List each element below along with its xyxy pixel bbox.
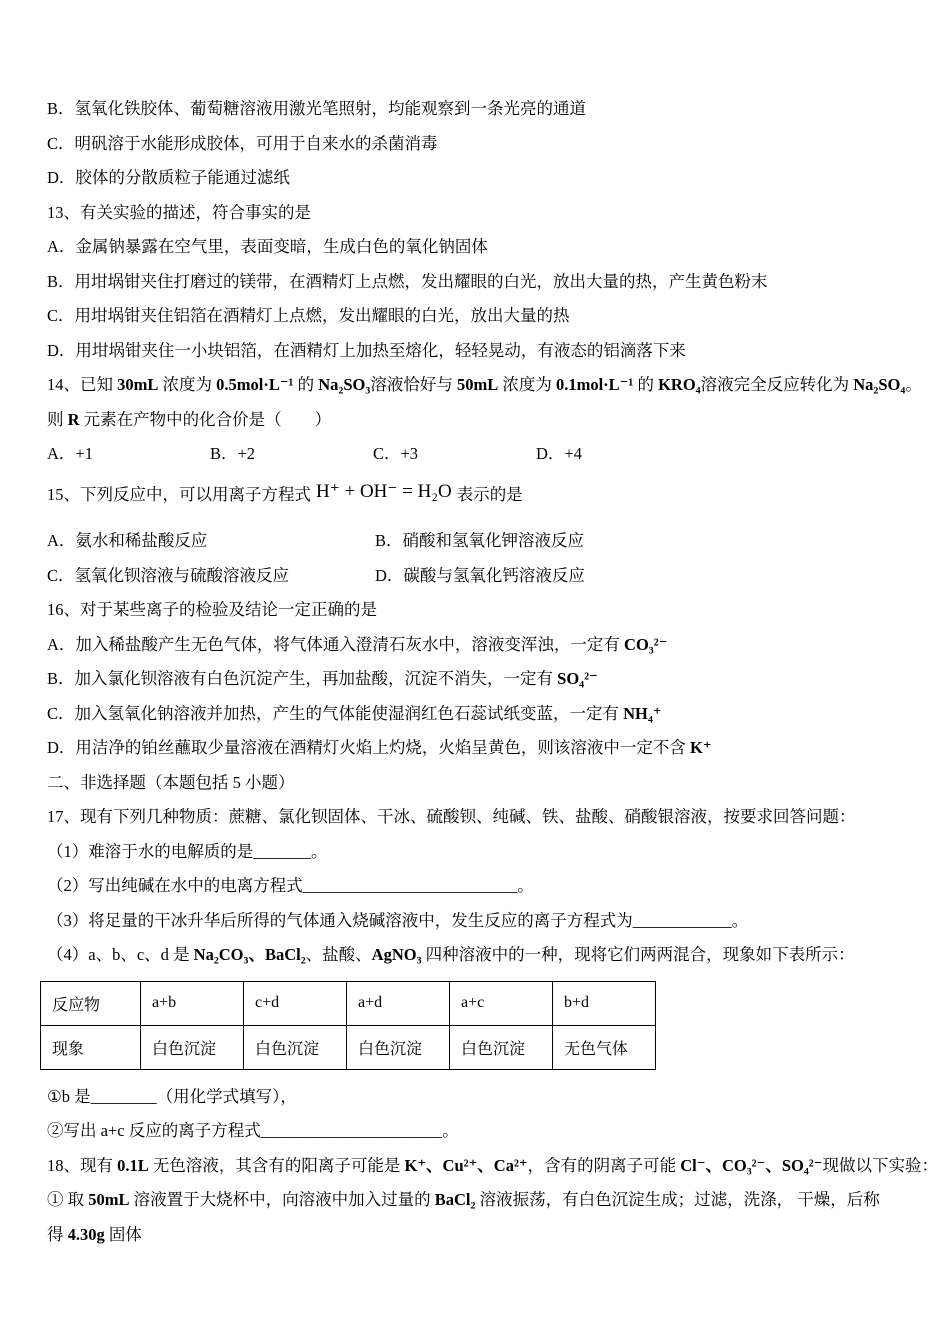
text-segment: Na₂CO₃、BaCl₂	[193, 945, 306, 964]
text-segment: ②写出 a+c 反应的离子方程式______________________。	[47, 1121, 459, 1140]
text-segment: B．氢氧化铁胶体、葡萄糖溶液用激光笔照射，均能观察到一条光亮的通道	[47, 99, 587, 118]
text-segment: ① 取	[47, 1190, 89, 1209]
option-line-d	[47, 334, 912, 369]
text-segment: A．加入稀盐酸产生无色气体，将气体通入澄清石灰水中，溶液变浑浊，一定有	[47, 634, 625, 654]
text-segment: 的	[633, 375, 659, 394]
text-segment: 固体	[104, 1224, 142, 1244]
text-segment: （3）将足量的干冰升华后所得的气体通入烧碱溶液中，发生反应的离子方程式为____________。	[47, 910, 749, 930]
question-14-options	[47, 437, 912, 472]
option-line-a	[47, 628, 912, 663]
text-segment: 15、下列反应中，可以用离子方程式	[47, 484, 311, 504]
text-segment: 18、现有	[47, 1155, 118, 1175]
table-cell: 白色沉淀	[347, 1025, 450, 1069]
option-line-b	[47, 265, 912, 300]
text-segment: 16、对于某些离子的检验及结论一定正确的是	[47, 600, 377, 619]
text-segment: 溶液置于大烧杯中，向溶液中加入过量的	[129, 1190, 435, 1209]
table-row	[41, 981, 656, 1025]
table-cell: 白色沉淀	[244, 1025, 347, 1069]
text-segment: 4.30g	[67, 1224, 105, 1244]
option-line-b	[47, 662, 912, 697]
option-item: A．+1	[47, 444, 93, 463]
q18-step-1-cont	[47, 1218, 912, 1253]
text-segment: ①b 是________（用化学式填写），	[47, 1086, 297, 1106]
text-segment: AgNO₃	[371, 945, 422, 964]
text-segment: 无色溶液，其含有的阳离子可能是	[148, 1155, 405, 1175]
q18-step-1	[47, 1183, 912, 1218]
text-segment: 17、现有下列几种物质：蔗糖、氯化钡固体、干冰、硫酸钡、纯碱、铁、盐酸、硝酸银溶液，按要求回答问题：	[47, 807, 856, 826]
option-item: D．碳酸与氢氧化钙溶液反应	[375, 565, 585, 585]
text-segment: Na₂SO₃	[318, 375, 371, 394]
text-segment: （2）写出纯碱在水中的电离方程式__________________________。	[47, 876, 534, 895]
option-item: A．氨水和稀盐酸反应	[47, 531, 208, 550]
option-item: C．+3	[373, 444, 419, 463]
q17-part-1	[47, 835, 912, 870]
text-segment: （4）a、b、c、d 是	[47, 945, 194, 964]
q17-part4-sub2	[47, 1114, 912, 1149]
text-segment: 浓度为	[158, 375, 217, 394]
text-segment: 0.1mol·L⁻¹	[555, 375, 634, 394]
question-14-stem-cont	[47, 403, 912, 438]
text-segment: 的	[293, 375, 319, 394]
text-segment: SO₄²⁻	[557, 669, 598, 688]
text-segment: 浓度为	[498, 375, 556, 394]
text-segment: 现做以下实验：	[822, 1155, 938, 1175]
document-body	[47, 92, 938, 1252]
question-13-stem	[47, 196, 912, 231]
inline-formula: H⁺ + OH⁻ = H₂O	[316, 480, 452, 502]
text-segment: 0.5mol·L⁻¹	[216, 375, 294, 394]
text-segment: A．金属钠暴露在空气里，表面变暗，生成白色的氧化钠固体	[47, 237, 488, 256]
q17-part-4	[47, 938, 912, 973]
table-cell: 白色沉淀	[141, 1025, 244, 1069]
table-cell: a+d	[347, 981, 450, 1025]
option-line-b	[47, 92, 912, 127]
table-cell: b+d	[553, 981, 656, 1025]
text-segment: 、盐酸、	[305, 945, 372, 964]
question-18-stem	[47, 1149, 938, 1184]
option-item: D．+4	[536, 444, 582, 463]
text-segment: （1）难溶于水的电解质的是_______。	[47, 841, 328, 861]
text-segment: R	[67, 409, 80, 429]
table-cell: a+c	[450, 981, 553, 1025]
q17-part-2	[47, 869, 912, 904]
text-segment: D．用洁净的铂丝蘸取少量溶液在酒精灯火焰上灼烧，火焰呈黄色，则该溶液中一定不含	[47, 738, 691, 757]
text-segment: 溶液恰好与	[370, 375, 457, 394]
text-segment: 。	[905, 375, 922, 394]
text-segment: 50mL	[88, 1190, 130, 1209]
option-item: C．氢氧化钡溶液与硫酸溶液反应	[47, 565, 290, 585]
table-cell: 无色气体	[553, 1025, 656, 1069]
text-segment: 得	[47, 1224, 68, 1244]
text-segment: 表示的是	[456, 484, 523, 504]
option-line-d	[47, 161, 912, 196]
text-segment: D．胶体的分散质粒子能通过滤纸	[47, 168, 290, 187]
text-segment: KRO₄	[658, 375, 701, 394]
reaction-table	[40, 981, 656, 1070]
row-header-cell: 反应物	[41, 981, 141, 1025]
option-line-c	[47, 299, 912, 334]
option-line-d	[47, 731, 912, 766]
option-line-c	[47, 697, 912, 732]
text-segment: 50mL	[456, 375, 499, 394]
table-cell: c+d	[244, 981, 347, 1025]
row-header-cell: 现象	[41, 1025, 141, 1069]
text-segment: NH₄⁺	[623, 703, 662, 723]
text-segment: K⁺、Cu²⁺、Ca²⁺	[404, 1155, 528, 1175]
text-segment: D．用坩埚钳夹住一小块铝箔，在酒精灯上加热至熔化，轻轻晃动，有液态的铝滴落下来	[47, 340, 686, 360]
table-cell: a+b	[141, 981, 244, 1025]
option-item: B．+2	[210, 444, 256, 463]
text-segment: 元素在产物中的化合价是（ ）	[79, 409, 332, 429]
table-cell: 白色沉淀	[450, 1025, 553, 1069]
text-segment: 30mL	[117, 375, 159, 394]
text-segment: CO₃²⁻	[624, 634, 668, 654]
text-segment: C．明矾溶于水能形成胶体，可用于自来水的杀菌消毒	[47, 133, 438, 153]
text-segment: 13、有关实验的描述，符合事实的是	[47, 202, 311, 222]
question-15-options-row1	[47, 524, 912, 559]
text-segment: 0.1L	[117, 1155, 149, 1175]
option-item: B．硝酸和氢氧化钾溶液反应	[375, 531, 585, 550]
text-segment: C．用坩埚钳夹住铝箔在酒精灯上点燃，发出耀眼的白光，放出大量的热	[47, 306, 570, 325]
text-segment: Cl⁻、CO₃²⁻、SO₄²⁻	[680, 1155, 823, 1175]
text-segment: 则	[47, 409, 68, 429]
section-2-heading	[47, 766, 912, 801]
text-segment: B．加入氯化钡溶液有白色沉淀产生，再加盐酸，沉淀不消失，一定有	[47, 669, 558, 688]
option-line-a	[47, 230, 912, 265]
q17-part-3	[47, 904, 912, 939]
text-segment: ，含有的阴离子可能	[527, 1155, 681, 1175]
text-segment: K⁺	[690, 738, 712, 757]
text-segment: 二、非选择题（本题包括 5 小题）	[47, 772, 295, 792]
table-row	[41, 1025, 656, 1069]
text-segment: BaCl₂	[434, 1190, 476, 1209]
question-17-stem	[47, 800, 912, 835]
q17-part4-sub1	[47, 1080, 912, 1115]
option-line-c	[47, 127, 912, 162]
text-segment: 14、已知	[47, 375, 118, 394]
text-segment: 四种溶液中的一种，现将它们两两混合，现象如下表所示：	[421, 945, 855, 964]
text-segment: 溶液振荡，有白色沉淀生成；过滤，洗涤， 干燥，后称	[475, 1190, 880, 1209]
question-15-options-row2	[47, 559, 912, 594]
text-segment: C．加入氢氧化钠溶液并加热，产生的气体能使湿润红色石蕊试纸变蓝，一定有	[47, 703, 624, 723]
text-segment: B．用坩埚钳夹住打磨过的镁带，在酒精灯上点燃，发出耀眼的白光，放出大量的热，产生黄色粉末	[47, 271, 768, 291]
text-segment: 溶液完全反应转化为	[700, 375, 854, 394]
question-15-stem	[47, 478, 912, 513]
question-16-stem	[47, 593, 912, 628]
question-14-stem	[47, 368, 922, 403]
text-segment: Na₂SO₄	[853, 375, 906, 394]
